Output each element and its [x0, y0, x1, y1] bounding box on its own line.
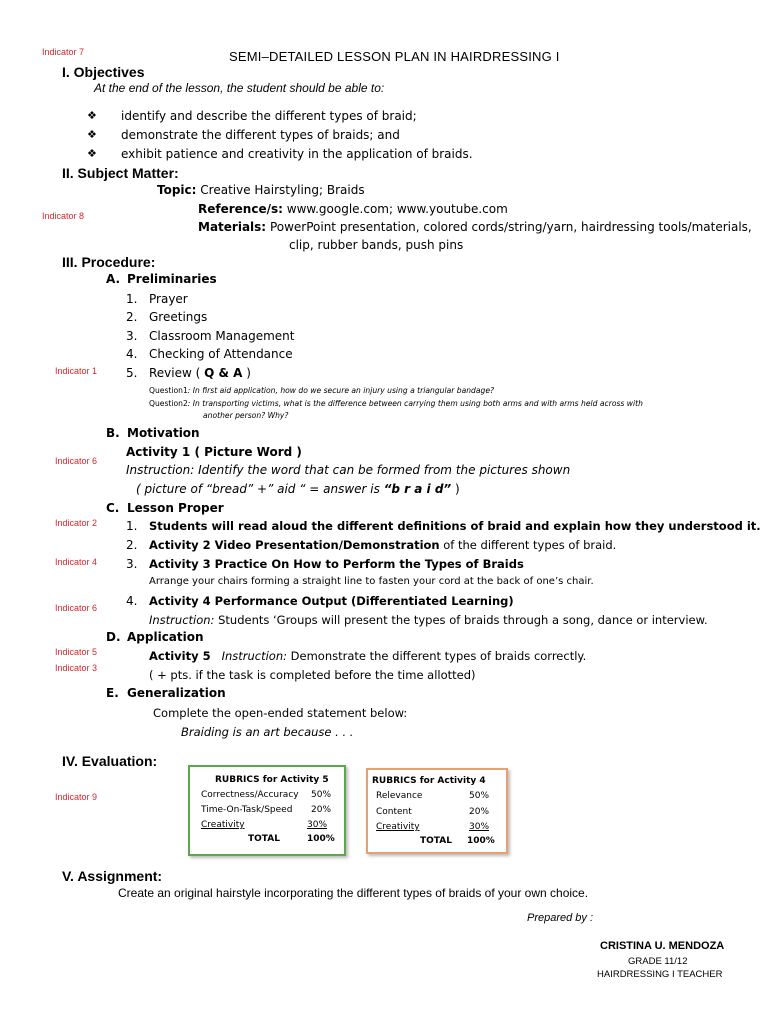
rubric-total-label: TOTAL: [420, 836, 452, 846]
indicator-label: Indicator 7: [42, 47, 85, 57]
evaluation-heading: IV. Evaluation:: [62, 753, 158, 769]
section-letter: E.: [106, 686, 119, 700]
topic-label: Topic:: [157, 183, 197, 197]
topic-value: Creative Hairstyling; Braids: [200, 183, 365, 197]
reference-value: www.google.com; www.youtube.com: [286, 202, 508, 216]
review-label: Review (: [149, 366, 201, 380]
question-label: Question1: [149, 386, 188, 395]
activity5-line: [149, 649, 586, 663]
page-title: SEMI–DETAILED LESSON PLAN IN HAIRDRESSING I: [229, 49, 560, 64]
teacher-name: CRISTINA U. MENDOZA: [600, 940, 725, 952]
review-item: [149, 366, 251, 380]
list-item: Prayer: [149, 292, 188, 306]
list-number: 5.: [126, 366, 138, 380]
indicator-label: Indicator 2: [55, 518, 98, 528]
rubric-criterion: Correctness/Accuracy: [201, 790, 299, 800]
question-2: [149, 399, 643, 408]
indicator-label: Indicator 5: [55, 647, 98, 657]
section-letter: C.: [106, 501, 120, 515]
activity1-instruction: Instruction: Identify the word that can be formed from the pictures shown: [126, 463, 571, 477]
bullet-icon: ❖: [87, 109, 97, 122]
list-number: 4.: [126, 594, 138, 608]
topic-line: [157, 183, 365, 197]
instruction-label: Instruction:: [149, 613, 215, 627]
indicator-label: Indicator 3: [55, 663, 98, 673]
materials-label: Materials:: [198, 220, 267, 234]
rubric-weight: 20%: [311, 805, 332, 815]
preliminaries-label: Preliminaries: [127, 272, 217, 286]
objective-item: exhibit patience and creativity in the application of braids.: [121, 147, 473, 161]
rubric-activity-4: [366, 768, 508, 854]
prepared-by-label: Prepared by :: [527, 912, 594, 924]
teacher-role: HAIRDRESSING I TEACHER: [597, 969, 723, 980]
section-letter: D.: [106, 630, 121, 644]
question-label: Question2: [149, 399, 188, 408]
reference-line: [198, 202, 508, 216]
assignment-heading: V. Assignment:: [62, 868, 163, 884]
materials-value-cont: clip, rubber bands, push pins: [289, 238, 464, 252]
list-number: 4.: [126, 347, 138, 361]
list-number: 1.: [126, 292, 138, 306]
instruction-label: Instruction:: [221, 649, 287, 663]
generalization-label: Generalization: [127, 686, 226, 700]
objective-item: demonstrate the different types of braids; and: [121, 128, 400, 142]
reference-label: Reference/s:: [198, 202, 283, 216]
activity5-points: ( + pts. if the task is completed before the time allotted): [149, 668, 476, 682]
objectives-heading: I. Objectives: [62, 64, 145, 80]
indicator-label: Indicator 8: [42, 211, 85, 221]
braid-answer: “b r a i d”: [383, 482, 452, 496]
indicator-label: Indicator 6: [55, 456, 98, 466]
rubric-weight: 20%: [469, 807, 490, 817]
bullet-icon: ❖: [87, 147, 97, 160]
lesson-item-1: Students will read aloud the different definitions of braid and explain how they understood it.: [149, 519, 761, 533]
materials-value: PowerPoint presentation, colored cords/string/yarn, hairdressing tools/materials,: [269, 220, 752, 234]
list-number: 1.: [126, 519, 138, 533]
rubric-weight: 30%: [469, 822, 490, 832]
rubric-criterion: Creativity: [201, 820, 245, 830]
materials-line: [198, 220, 752, 234]
lesson-proper-label: Lesson Proper: [127, 501, 224, 515]
lesson-item-4: Activity 4 Performance Output (Differentiated Learning): [149, 594, 514, 608]
generalization-statement: Braiding is an art because . . .: [181, 725, 354, 739]
picture-text: ( picture of “bread” +” aid “ = answer is: [136, 482, 384, 496]
procedure-heading: III. Procedure:: [62, 254, 156, 270]
motivation-label: Motivation: [127, 426, 200, 440]
assignment-text: Create an original hairstyle incorporating the different types of braids of your own choice.: [118, 886, 589, 900]
rubric-title: RUBRICS for Activity 5: [215, 775, 329, 785]
objectives-intro: At the end of the lesson, the student should be able to:: [94, 81, 385, 95]
rubric-total-label: TOTAL: [248, 834, 280, 844]
list-number: 3.: [126, 557, 138, 571]
activity3-subtext: Arrange your chairs forming a straight line to fasten your cord at the back of one’s chair.: [149, 576, 594, 587]
application-label: Application: [127, 630, 204, 644]
bullet-icon: ❖: [87, 128, 97, 141]
indicator-label: Indicator 9: [55, 792, 98, 802]
rubric-total-value: 100%: [307, 834, 335, 844]
instruction-text: Demonstrate the different types of braids correctly.: [287, 649, 587, 663]
section-letter: B.: [106, 426, 120, 440]
rubric-weight: 50%: [311, 790, 332, 800]
activity5-title: Activity 5: [149, 649, 211, 663]
indicator-label: Indicator 1: [55, 366, 98, 376]
question-text: : In transporting victims, what is the difference between carrying them using both arms and with arms held across with: [187, 399, 643, 408]
teacher-grade: GRADE 11/12: [628, 956, 688, 967]
question-text: : In first aid application, how do we secure an injury using a triangular bandage?: [187, 386, 495, 395]
rubric-weight: 50%: [469, 791, 490, 801]
rubric-title: RUBRICS for Activity 4: [372, 776, 486, 786]
list-number: 2.: [126, 538, 138, 552]
activity1-title: Activity 1 ( Picture Word ): [126, 445, 302, 459]
list-item: Checking of Attendance: [149, 347, 293, 361]
generalization-prompt: Complete the open-ended statement below:: [153, 706, 408, 720]
picture-paren: ): [451, 482, 460, 496]
review-qa: Q & A: [204, 366, 243, 380]
instruction-text: Students ‘Groups will present the types of braids through a song, dance or interview.: [214, 613, 708, 627]
rubric-criterion: Time-On-Task/Speed: [201, 805, 293, 815]
lesson-item-2: [149, 538, 616, 552]
list-number: 3.: [126, 329, 138, 343]
objective-item: identify and describe the different types of braid;: [121, 109, 417, 123]
activity2-rest: of the different types of braid.: [439, 538, 617, 552]
indicator-label: Indicator 4: [55, 557, 98, 567]
list-number: 2.: [126, 310, 138, 324]
question-1: [149, 386, 494, 395]
rubric-criterion: Content: [376, 807, 412, 817]
lesson-item-3: Activity 3 Practice On How to Perform the Types of Braids: [149, 557, 524, 571]
activity1-picture: [136, 482, 460, 496]
section-letter: A.: [106, 272, 121, 286]
indicator-label: Indicator 6: [55, 603, 98, 613]
rubric-activity-5: [188, 765, 346, 856]
question-text-cont: another person? Why?: [203, 411, 289, 420]
review-paren: ): [246, 366, 251, 380]
rubric-weight: 30%: [307, 820, 328, 830]
subject-heading: II. Subject Matter:: [62, 165, 179, 181]
activity2-title: Activity 2 Video Presentation/Demonstration: [149, 538, 440, 552]
list-item: Classroom Management: [149, 329, 295, 343]
rubric-criterion: Relevance: [376, 791, 423, 801]
activity4-instruction: [149, 613, 708, 627]
list-item: Greetings: [149, 310, 208, 324]
rubric-criterion: Creativity: [376, 822, 420, 832]
rubric-total-value: 100%: [467, 836, 495, 846]
